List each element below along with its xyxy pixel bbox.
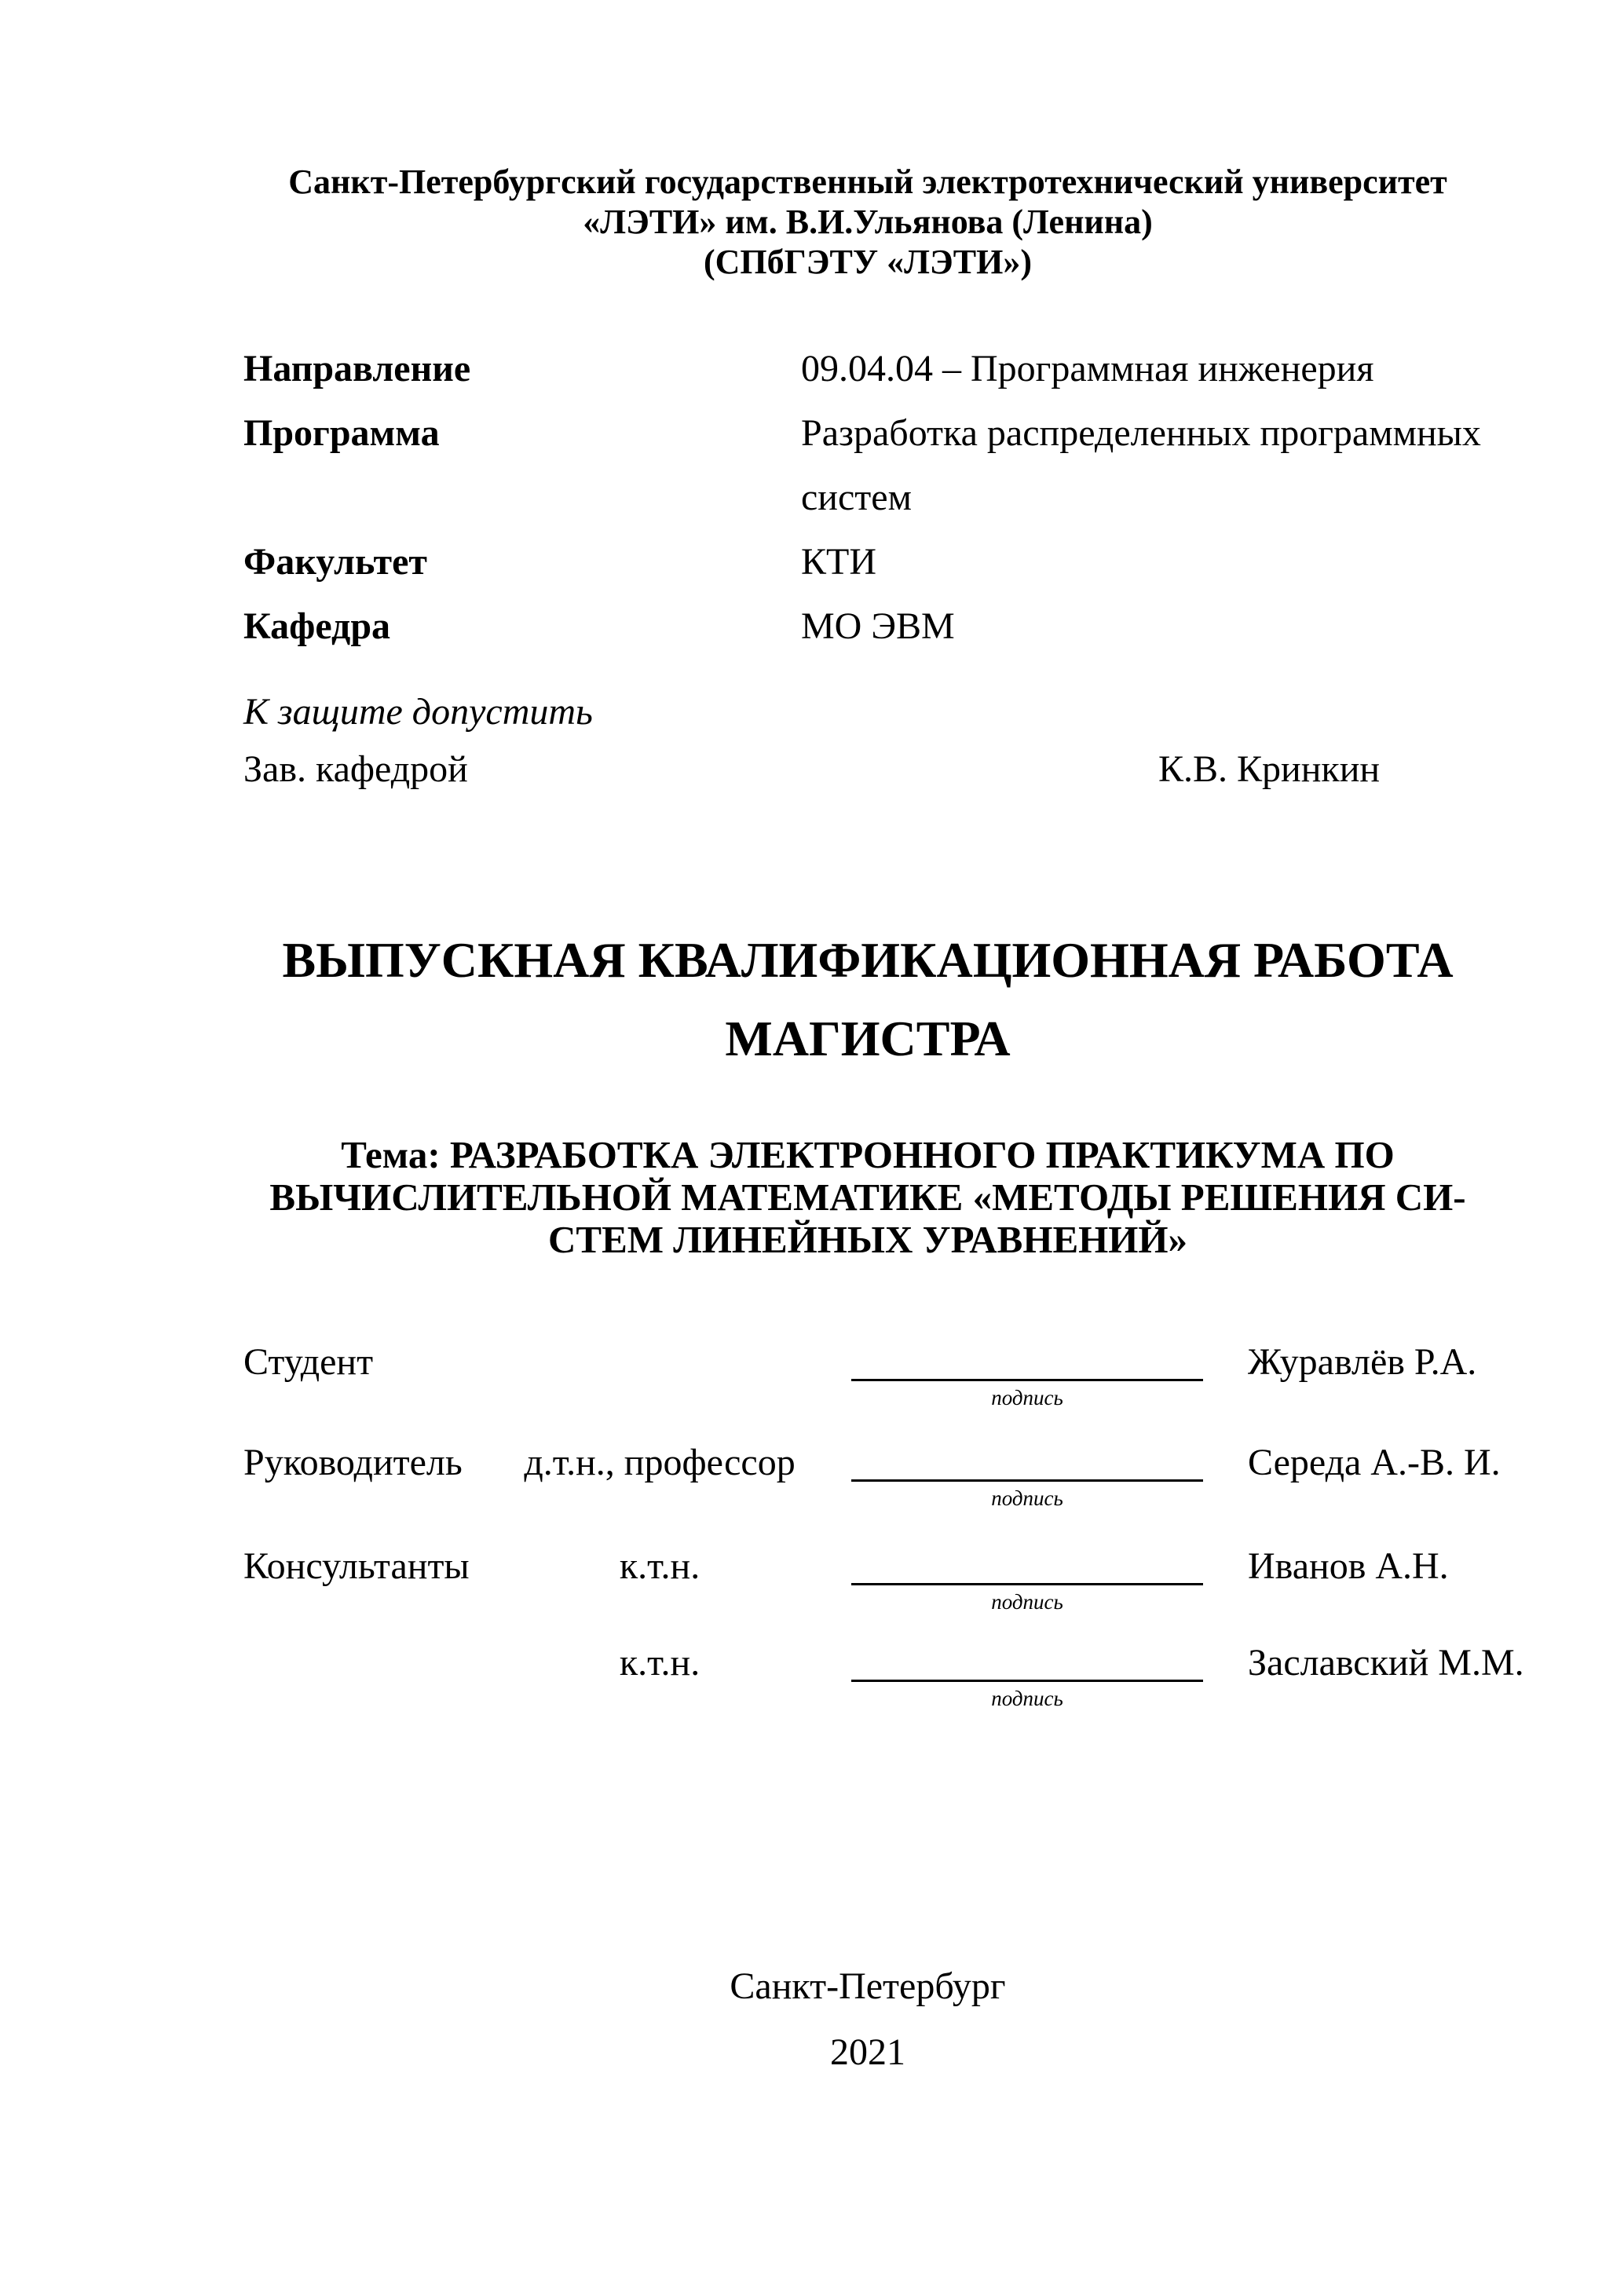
university-abbreviation-line: (СПбГЭТУ «ЛЭТИ»)	[704, 243, 1032, 281]
thesis-title-line: ВЫПУСКНАЯ КВАЛИФИКАЦИОННАЯ РАБОТА	[282, 932, 1454, 988]
signature-row-consultant-2	[243, 1642, 1524, 1719]
admission-note: К защите допустить	[243, 691, 593, 733]
signature-line	[851, 1644, 1203, 1682]
field-value: Разработка распределенных программных	[801, 412, 1481, 454]
thesis-theme-line: ВЫЧИСЛИТЕЛЬНОЙ МАТЕМАТИКЕ «МЕТОДЫ РЕШЕНИЯ СИ-	[269, 1175, 1466, 1219]
signature-role: Студент	[243, 1341, 374, 1383]
signature-role: Консультанты	[243, 1545, 470, 1587]
signature-caption: подпись	[991, 1590, 1063, 1614]
signature-name: Середа А.-В. И.	[1248, 1442, 1501, 1483]
signature-name: Журавлёв Р.А.	[1248, 1341, 1477, 1383]
signature-caption: подпись	[991, 1687, 1063, 1710]
signature-role: Руководитель	[243, 1442, 463, 1483]
signature-field	[851, 1444, 1203, 1510]
thesis-title	[243, 921, 1492, 1078]
signature-line	[851, 1344, 1203, 1381]
footer-year: 2021	[830, 2031, 905, 2073]
signature-row-consultant-1	[243, 1545, 1492, 1622]
field-row-direction	[243, 337, 1492, 401]
signature-field	[851, 1644, 1203, 1710]
signature-line	[851, 1444, 1203, 1482]
field-label: Направление	[243, 348, 471, 389]
signature-degree: к.т.н.	[619, 1545, 700, 1587]
signature-degree: к.т.н.	[619, 1642, 700, 1684]
field-label: Программа	[243, 412, 440, 454]
field-row-faculty	[243, 530, 1492, 594]
university-name-line: Санкт-Петербургский государственный электротехнический университет	[288, 163, 1447, 201]
field-row-department	[243, 594, 1492, 659]
field-value: систем	[801, 477, 912, 518]
thesis-theme	[243, 1134, 1492, 1261]
field-row-program-wrap	[243, 466, 1492, 530]
field-value: 09.04.04 – Программная инженерия	[801, 348, 1374, 389]
signature-row-supervisor	[243, 1442, 1501, 1519]
approver-name: К.В. Кринкин	[1158, 748, 1381, 790]
thesis-title-line: МАГИСТРА	[725, 1011, 1011, 1066]
signature-name: Заславский М.М.	[1248, 1642, 1524, 1684]
university-header	[243, 162, 1492, 282]
signature-degree: д.т.н., профессор	[524, 1442, 796, 1483]
signature-field	[851, 1344, 1203, 1409]
signature-row-student	[243, 1341, 1492, 1418]
thesis-theme-line: Тема: РАЗРАБОТКА ЭЛЕКТРОННОГО ПРАКТИКУМА ПО	[341, 1133, 1395, 1176]
signature-field	[851, 1548, 1203, 1614]
thesis-theme-line: СТЕМ ЛИНЕЙНЫХ УРАВНЕНИЙ»	[548, 1218, 1187, 1261]
approver-role: Зав. кафедрой	[243, 748, 468, 790]
signature-line	[851, 1548, 1203, 1585]
field-label: Факультет	[243, 541, 427, 583]
field-label: Кафедра	[243, 605, 391, 647]
footer-city: Санкт-Петербург	[730, 1965, 1006, 2007]
signature-name: Иванов А.Н.	[1248, 1545, 1449, 1587]
page-content	[243, 0, 1524, 2296]
field-row-program	[243, 401, 1492, 466]
footer	[243, 1954, 1492, 2086]
university-name-line: «ЛЭТИ» им. В.И.Ульянова (Ленина)	[583, 203, 1153, 241]
degree-info-table	[243, 337, 1492, 659]
field-label	[243, 466, 801, 530]
field-value: КТИ	[801, 541, 876, 583]
signature-caption: подпись	[991, 1386, 1063, 1409]
field-value: МО ЭВМ	[801, 605, 955, 647]
signature-caption: подпись	[991, 1486, 1063, 1510]
